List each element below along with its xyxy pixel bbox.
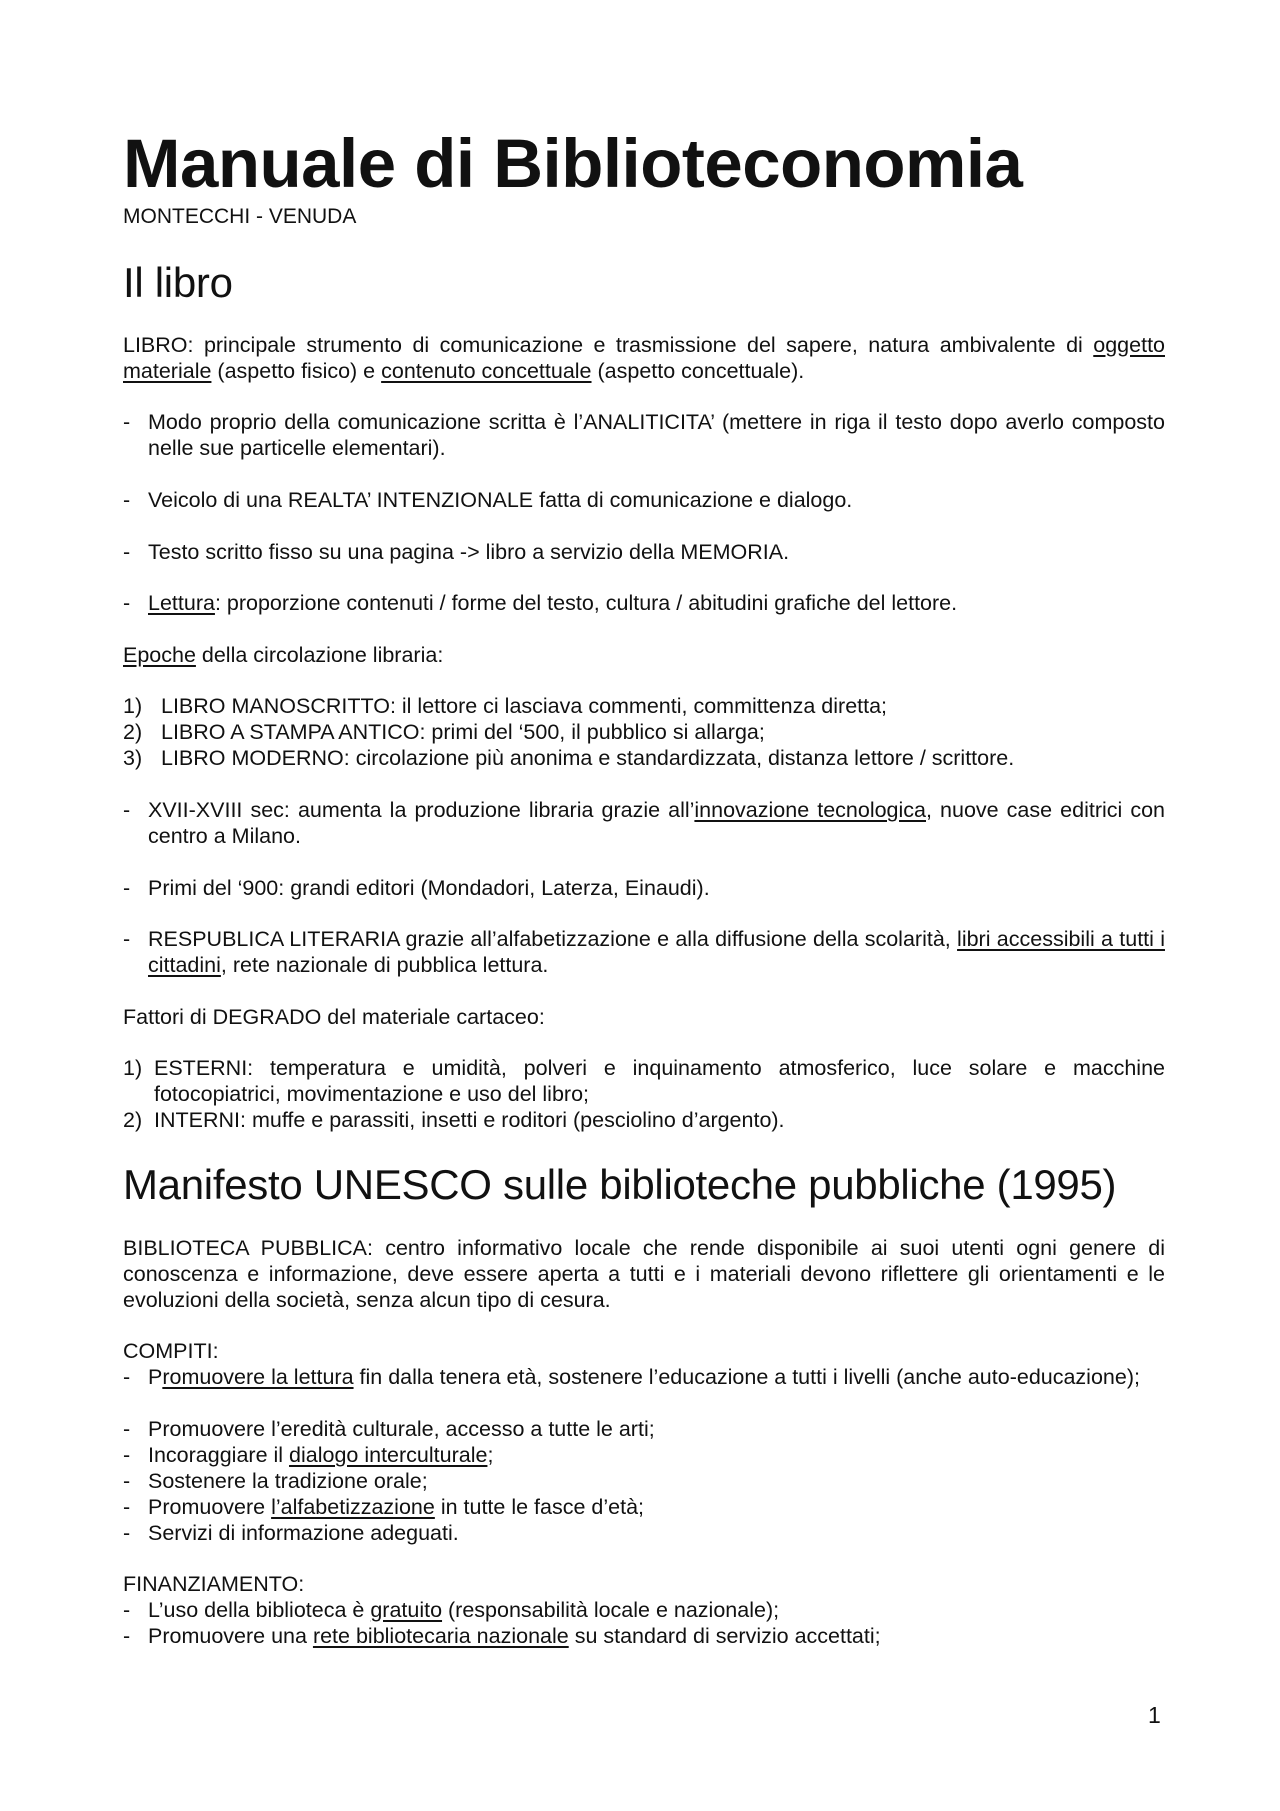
list-item: - Primi del ‘900: grandi editori (Mondadori, Laterza, Einaudi). (123, 876, 710, 900)
paragraph-biblioteca-pubblica: BIBLIOTECA PUBBLICA: centro informativo locale che rende disponibile ai suoi utenti ogni genere di conoscenza e informazione, deve essere aperta a tutti e i materiali devono riflettere gli orientamenti e le evoluzioni della società, senza alcun tipo di cesura. (123, 1236, 1165, 1312)
list-item: - XVII-XVIII sec: aumenta la produzione libraria grazie all’innovazione tecnologica, nuove case editrici con centro a Milano. (123, 798, 1166, 848)
list-item: - Veicolo di una REALTA’ INTENZIONALE fatta di comunicazione e dialogo. (123, 488, 853, 512)
list-item: 1) ESTERNI: temperatura e umidità, polveri e inquinamento atmosferico, luce solare e macchine fotocopiatrici, movimentazione e uso del libro; (123, 1056, 1165, 1106)
list-item: 2) LIBRO A STAMPA ANTICO: primi del ‘500, il pubblico si allarga; (123, 720, 765, 744)
list-item: 2) INTERNI: muffe e parassiti, insetti e roditori (pesciolino d’argento). (123, 1108, 785, 1132)
list-item: - Servizi di informazione adeguati. (123, 1521, 459, 1545)
compiti-label: COMPITI: (123, 1339, 219, 1363)
document-authors: MONTECCHI - VENUDA (123, 205, 357, 228)
list-item: - RESPUBLICA LITERARIA grazie all’alfabetizzazione e alla diffusione della scolarità, libri accessibili a tutti i cittadini, rete nazionale di pubblica lettura. (123, 927, 1165, 977)
list-item: - Promuovere la lettura fin dalla tenera età, sostenere l’educazione a tutti i livelli (anche auto-educazione); (123, 1365, 1140, 1389)
list-item: - Lettura: proporzione contenuti / forme del testo, cultura / abitudini grafiche del lettore. (123, 591, 958, 615)
list-item: - L’uso della biblioteca è gratuito (responsabilità locale e nazionale); (123, 1598, 780, 1622)
list-item: - Promuovere una rete bibliotecaria nazionale su standard di servizio accettati; (123, 1624, 881, 1648)
list-item: - Modo proprio della comunicazione scritta è l’ANALITICITA’ (mettere in riga il testo dopo averlo composto nelle sue particelle elementari). (123, 410, 1165, 460)
document-title: Manuale di Biblioteconomia (123, 125, 1023, 202)
list-item: - Sostenere la tradizione orale; (123, 1469, 428, 1493)
list-item: - Promuovere l’eredità culturale, accesso a tutte le arti; (123, 1417, 655, 1441)
paragraph-libro-definition: LIBRO: principale strumento di comunicazione e trasmissione del sapere, natura ambivalente di oggetto materiale (aspetto fisico) e contenuto concettuale (aspetto concettuale). (123, 333, 1165, 383)
list-item: - Testo scritto fisso su una pagina -> libro a servizio della MEMORIA. (123, 540, 790, 564)
section-heading-unesco: Manifesto UNESCO sulle biblioteche pubbliche (1995) (123, 1161, 1117, 1208)
list-item: 3) LIBRO MODERNO: circolazione più anonima e standardizzata, distanza lettore / scrittore. (123, 746, 1015, 770)
paragraph-epoche: Epoche della circolazione libraria: (123, 643, 444, 667)
finanziamento-label: FINANZIAMENTO: (123, 1572, 305, 1596)
section-heading-libro: Il libro (123, 259, 233, 306)
paragraph-degrado: Fattori di DEGRADO del materiale cartaceo: (123, 1005, 545, 1029)
list-item: 1) LIBRO MANOSCRITTO: il lettore ci lasciava commenti, committenza diretta; (123, 694, 888, 718)
page-number: 1 (1148, 1702, 1161, 1728)
list-item: - Incoraggiare il dialogo interculturale; (123, 1443, 494, 1467)
list-item: - Promuovere l’alfabetizzazione in tutte le fasce d’età; (123, 1495, 644, 1519)
